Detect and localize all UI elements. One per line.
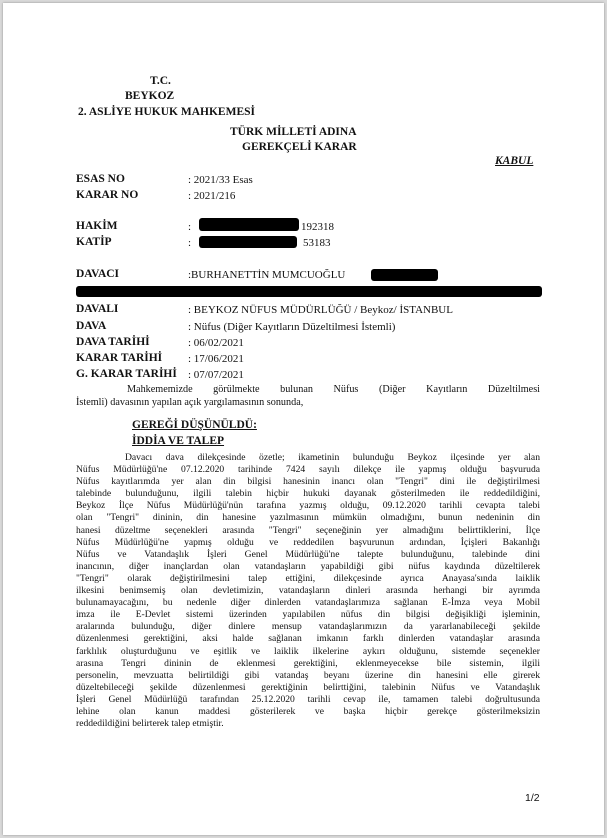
heading-gerekli: GEREĞİ DÜŞÜNÜLDÜ: — [132, 419, 257, 431]
katip-redaction — [199, 236, 297, 248]
davali-label: DAVALI — [76, 303, 119, 315]
g-karar-tarihi-value: : 07/07/2021 — [188, 369, 244, 381]
hakim-value: 192318 — [301, 221, 334, 233]
katip-label: KATİP — [76, 236, 112, 248]
body-line: Nüfus kayıtlarımda yer alan din bilgisi hanesinin inancı olan "Tengri" dini ile değiştirilmesi — [76, 476, 540, 488]
body-line: farklılık oluşturduğunu ve eşitlik ve laiklik ilkelerine aykırı olduğunu, sistemde seçenekler — [76, 645, 540, 657]
header-nation: TÜRK MİLLETİ ADINA — [230, 126, 357, 138]
body-line: ilkesini benimsemiş olan devletimizin, vatandaşların dinleri arasında herhangi bir ayrımda — [76, 585, 540, 597]
esas-label: ESAS NO — [76, 173, 125, 185]
body-line: hanesi düzeltme seçenekleri arasında "Tengri" seçeneğinin yer almadığını belirttiklerini, İlçe — [76, 524, 540, 536]
body-line: Nüfus ve Vatandaşlık İşleri Genel Müdürlüğü'ne talepte bulunduğunu, talebinde dini — [76, 548, 540, 560]
hakim-colon: : — [188, 221, 192, 233]
karar-label: KARAR NO — [76, 189, 139, 201]
davali-value: : BEYKOZ NÜFUS MÜDÜRLÜĞÜ / Beykoz/ İSTANBUL — [188, 304, 453, 316]
page-number: 1/2 — [525, 792, 540, 804]
body-line: Nüfus Müdürlüğü'ne 07.12.2020 tarihinde 7424 sayılı dilekçe ile yapmış olduğu başvuruda — [76, 464, 540, 476]
body-line: bulunamayacağını, bu nedenle diğer dinlerden vatandaşlarımıza sağlanan E-İmza veya Mobil — [76, 597, 540, 609]
heading-iddia: İDDİA VE TALEP — [132, 435, 225, 447]
karar-tarihi-label: KARAR TARİHİ — [76, 352, 163, 364]
katip-colon: : — [188, 237, 192, 249]
body-line: reddedildiğini belirterek talep etmiştir. — [76, 718, 224, 730]
body-line: aralarında bulunduğu, diğer dinlere mensup vatandaşlarımızın da yararlanabileceği şekilde — [76, 621, 540, 633]
body-line: personelin, mevzuatta belirtildiği gibi vatandaş beyanı üzerine din hanesini elle girerek — [76, 669, 540, 681]
body-line: Nüfus Müdürlüğü'ne yapmış olduğu ve reddedilen başvurunun ardından, İçişleri Bakanlığı — [76, 536, 540, 548]
dava-value: : Nüfus (Diğer Kayıtların Düzeltilmesi İstemli) — [188, 321, 396, 333]
header-city: BEYKOZ — [125, 90, 175, 102]
hakim-label: HAKİM — [76, 220, 118, 232]
header-tc: T.C. — [150, 75, 171, 87]
hakim-redaction — [199, 218, 299, 231]
karar-tarihi-value: : 17/06/2021 — [188, 353, 244, 365]
dava-tarihi-label: DAVA TARİHİ — [76, 336, 150, 348]
karar-value: : 2021/216 — [188, 190, 236, 202]
body-line: İşleri Genel Müdürlüğü tarafından 25.12.2020 tarihli cevap ile, tamamen talebi doğrultusunda — [76, 693, 540, 705]
document-page — [3, 3, 604, 835]
katip-value: 53183 — [303, 237, 331, 249]
body-line: Davacı dava dilekçesinde özetle; ikametinin bulunduğu Beykoz ilçesinde yer alan — [125, 452, 540, 463]
g-karar-tarihi-label: G. KARAR TARİHİ — [76, 368, 177, 380]
result-badge: KABUL — [495, 155, 534, 167]
address-redaction — [76, 286, 542, 297]
body-line: inancının, diğer inançlardan olan vatandaşların yapabildiği gibi nüfus kaydında düzeltilerek — [76, 560, 540, 572]
davaci-value: :BURHANETTİN MUMCUOĞLU — [188, 269, 346, 281]
body-line: lehine olan kanun maddesi gösterilerek ve başka hiçbir gerekçe gösterilmeksizin — [76, 705, 540, 717]
body-line: düzenlenmesi gerektiğini, aksi halde sağlanan imkanın farklı dinlerden vatandaşlar arasında — [76, 633, 540, 645]
intro-line: İstemli) davasının yapılan açık yargılamasının sonunda, — [76, 397, 304, 408]
body-line: "Tengri" olarak değiştirilmesini talep ettiğini, dilekçesinde ayrıca Anayasa'sında laiklik — [76, 572, 540, 584]
intro-paragraph — [76, 383, 540, 409]
body-line: imza ile E-Devlet sistemi üzerinden yapılabilen nüfus din bilgisi değişikliği işleminin, — [76, 609, 540, 621]
esas-value: : 2021/33 Esas — [188, 174, 253, 186]
davaci-redaction — [371, 269, 438, 281]
body-line: talebinde bulunduğunu, ilgili talebin hiçbir hukuki dayanak gösterilmeden ile reddedildiğini, — [76, 488, 540, 500]
body-line: Beykoz İlçe Nüfus Müdürlüğü'nün tarafına yazmış olduğu, 09.12.2020 tarihli cevapta talebi — [76, 500, 540, 512]
header-court: 2. ASLİYE HUKUK MAHKEMESİ — [78, 106, 255, 118]
davaci-label: DAVACI — [76, 268, 120, 280]
body-paragraph — [76, 452, 540, 730]
body-line: arasına Tengri dininin de eklenmesi gerektiğini, eklenmeyecekse bile sistemin, ilgili — [76, 657, 540, 669]
body-line: olan "Tengri" dininin, din hanesine yazılmasının mümkün olmadığını, bunun nedeninin din — [76, 512, 540, 524]
header-decision-type: GEREKÇELİ KARAR — [242, 141, 357, 153]
intro-line: Mahkememizde görülmekte bulunan Nüfus (Diğer Kayıtların Düzeltilmesi — [127, 384, 540, 395]
body-line: düzeltebileceği şekilde düzenlenmesi gerektiğinin belirttiğini, talebinin Nüfus ve Vatandaşlık — [76, 681, 540, 693]
dava-tarihi-value: : 06/02/2021 — [188, 337, 244, 349]
dava-label: DAVA — [76, 320, 107, 332]
